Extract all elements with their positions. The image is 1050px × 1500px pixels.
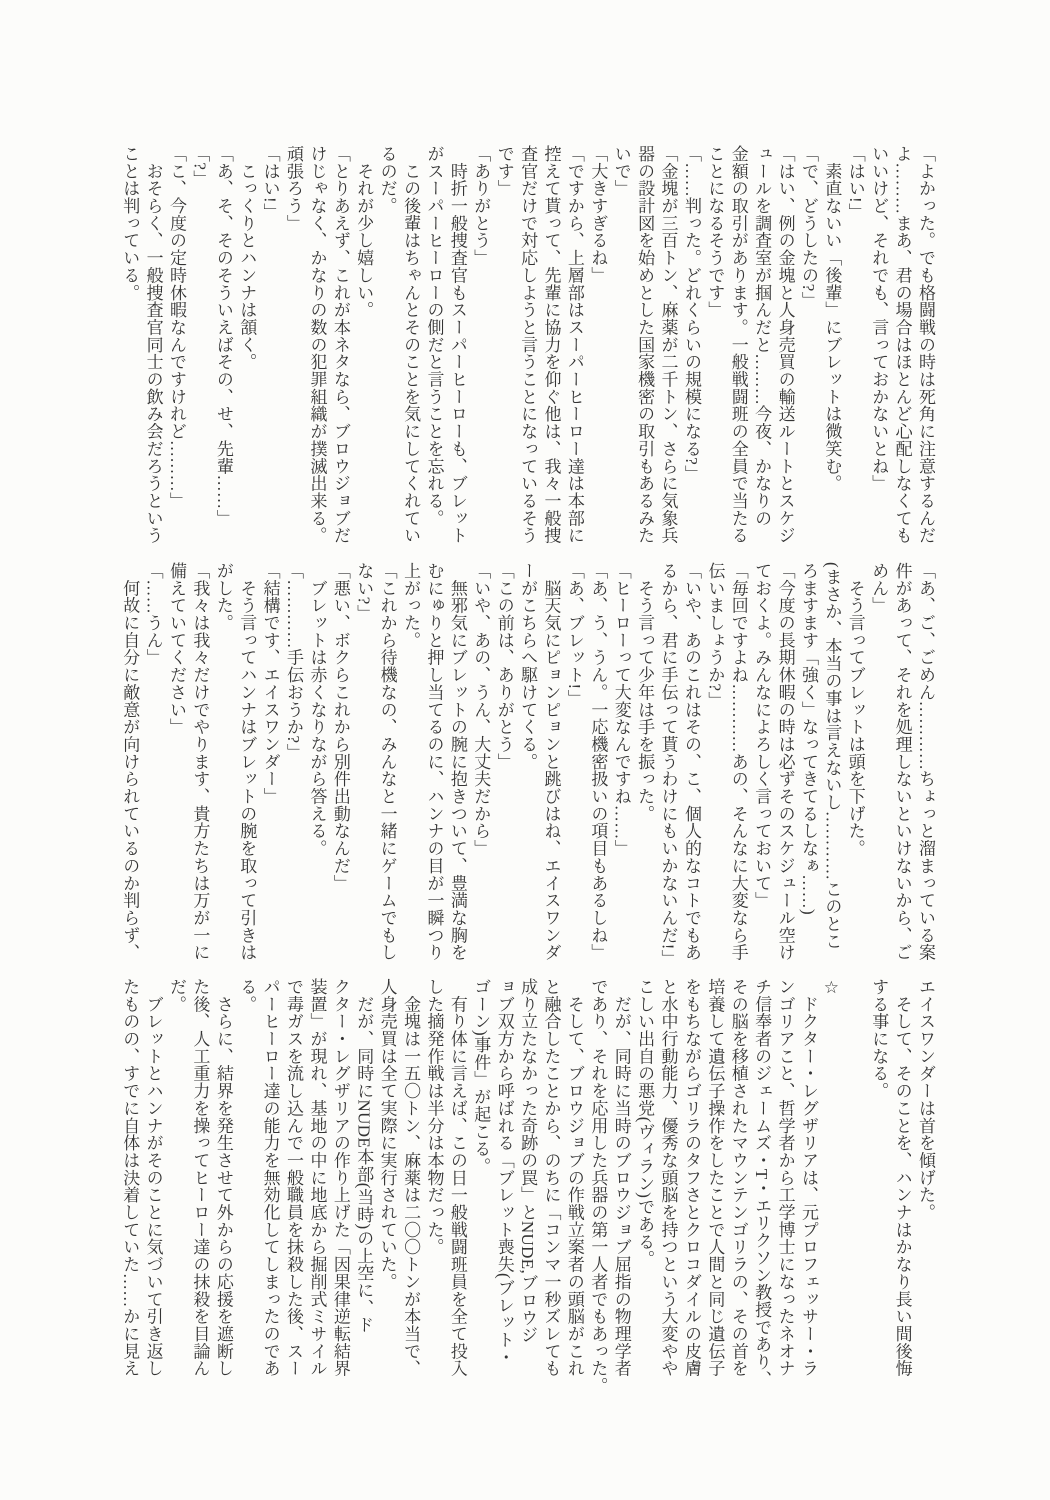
text-column: 「はい!」 bbox=[845, 145, 865, 221]
text-band-middle bbox=[118, 562, 937, 976]
text-column: その脳を移植されたマウンテンゴリラの、その首を bbox=[728, 978, 748, 1378]
text-column: さらに、結界を発生させて外からの応援を遮断し bbox=[213, 978, 233, 1378]
text-column: たものの、すでに自体は決着していた……かに見え bbox=[120, 978, 140, 1378]
text-column: 装置」が現れ、基地の中に地底から掘削式ミサイル bbox=[307, 978, 327, 1378]
text-column: 培養して遺伝子操作をしたことで人間と同じ遺伝子 bbox=[705, 978, 725, 1378]
text-column: 上がった。 bbox=[401, 562, 421, 649]
text-column: 「ですから、上層部はスーパーヒーロー達は本部に bbox=[564, 145, 584, 545]
text-column: 「ヒーローって大変なんですね……」 bbox=[611, 562, 631, 857]
text-column: いで」 bbox=[611, 145, 631, 198]
text-column: エイスワンダーは首を傾げた。 bbox=[916, 978, 935, 1221]
text-column: 「いや、あのこれはその、こ、個人的なコトでもあ bbox=[681, 562, 701, 962]
text-column: 「…………手伝おうか?」 bbox=[284, 562, 304, 761]
text-column: この後輩はちゃんとそのことを気にしてくれてい bbox=[401, 145, 421, 545]
text-column: だ。 bbox=[167, 978, 186, 1013]
text-column: クター・レグザリアの作り上げた「因果律逆転結界 bbox=[330, 978, 350, 1378]
text-column: 「よかった。でも格闘戦の時は死角に注意するんだ bbox=[916, 145, 935, 545]
text-column: する事になる。 bbox=[869, 978, 889, 1100]
text-column: 「あ、う、うん。一応機密扱いの項目もあるしね」 bbox=[588, 562, 608, 962]
text-column: 「いや、あの、うん、大丈夫だから」 bbox=[471, 562, 491, 857]
text-column: 頑張ろう」 bbox=[284, 145, 304, 232]
text-column: 「……判った。どれくらいの規模になる?」 bbox=[681, 145, 701, 483]
text-column: (まさか、本当の事は言えないし…………このとこ bbox=[822, 562, 842, 950]
text-column: パーヒーロー達の能力を無効化してしまったのであ bbox=[260, 978, 280, 1378]
text-column: むにゅりと押し当てるのに、ハンナの目が一瞬つり bbox=[424, 562, 444, 962]
text-column: 人身売買は全て実際に実行されていた。 bbox=[377, 978, 397, 1291]
text-column: ない?」 bbox=[354, 562, 374, 622]
text-column: そう言って少年は手を振った。 bbox=[635, 562, 655, 823]
text-column: た後、人工重力を操ってヒーロー達の抹殺を目論ん bbox=[190, 978, 210, 1378]
text-column: 脳天気にピョンピョンと跳びはね、エイスワンダ bbox=[541, 562, 561, 962]
text-column: 「これから待機なの、みんなと一緒にゲームでもし bbox=[377, 562, 397, 962]
text-column: 「はい!」 bbox=[260, 145, 280, 221]
text-column: ョブ双方から呼ばれる「ブレット喪失(ブレット・ bbox=[494, 978, 514, 1366]
text-column: こっくりとハンナは頷く。 bbox=[237, 145, 257, 371]
text-column: ドクター・レグザリアは、元プロフェッサー・ラ bbox=[798, 978, 818, 1378]
text-column: 「今度の長期休暇の時は必ずそのスケジュール空け bbox=[775, 562, 795, 962]
text-column: ブレットは赤くなりながら答える。 bbox=[307, 562, 327, 857]
text-column: 「あ、ブレット!」 bbox=[564, 562, 584, 707]
text-column: 金額の取引があります。一般戦闘班の全員で当たる bbox=[728, 145, 748, 545]
text-column: と水中行動能力、優秀な頭脳を持つという大変やや bbox=[658, 978, 678, 1378]
text-column: けじゃなく、かなりの数の犯罪組織が撲滅出来る。 bbox=[307, 145, 327, 545]
text-column: 「悪い、ボクらこれから別件出動なんだ」 bbox=[330, 562, 350, 892]
text-band-bottom bbox=[118, 978, 937, 1402]
text-column: そう言ってブレットは頭を下げた。 bbox=[845, 562, 865, 857]
text-column: 「あ、そ、そのそういえばその、せ、先輩……」 bbox=[213, 145, 233, 527]
text-column: そして、そのことを、ハンナはかなり長い間後悔 bbox=[892, 978, 912, 1378]
text-column: と融合したことから、のちに「コンマ一秒ズレても bbox=[541, 978, 561, 1378]
text-column: るから、君に手伝って貰うわけにもいかないんだ!」 bbox=[658, 562, 678, 968]
text-column: 「この前は、ありがとう」 bbox=[494, 562, 514, 771]
text-column: 器の設計図を始めとした国家機密の取引もあるみた bbox=[635, 145, 655, 545]
text-column: 有り体に言えば、この日一般戦闘班員を全て投入 bbox=[447, 978, 467, 1378]
text-column: こしい出自の悪党(ヴィラン)である。 bbox=[635, 978, 655, 1268]
text-column: 「結構です、エイスワンダー」 bbox=[260, 562, 280, 805]
text-column: そして、ブロウジョブの作戦立案者の頭脳がこれ bbox=[564, 978, 584, 1378]
text-column: 伝いましょうか?」 bbox=[705, 562, 725, 709]
text-column: 「大きすぎるね」 bbox=[588, 145, 608, 284]
text-column: めん」 bbox=[869, 562, 889, 615]
text-column: で毒ガスを流し込んで一般職員を抹殺した後、スー bbox=[284, 978, 304, 1378]
text-column: だが、同時にNUDE本部(当時)の上空に、ド bbox=[354, 978, 374, 1334]
text-column: チ信奉者のジェームズ・T・エリクソン教授であり、 bbox=[752, 978, 772, 1388]
text-column: ことになるそうです」 bbox=[705, 145, 725, 319]
text-column: 金塊は一五〇トン、麻薬は二〇〇トンが本当で、 bbox=[401, 978, 421, 1378]
text-column: 件があって、それを処理しないといけないから、ご bbox=[892, 562, 912, 962]
text-column: ☆ bbox=[822, 978, 842, 999]
text-column: 備えていてください」 bbox=[167, 562, 186, 736]
text-column: ことは判っている。 bbox=[120, 145, 140, 302]
text-column: ュールを調査室が掴んだと………今夜、かなりの bbox=[752, 145, 772, 527]
text-column: ておくよ。みんなによろしく言っておいて」 bbox=[752, 562, 772, 909]
text-column: した摘発作戦は半分は本物だった。 bbox=[424, 978, 444, 1256]
text-column: 何故に自分に敵意が向けられているのか判らず、 bbox=[120, 562, 140, 962]
text-column: です」 bbox=[494, 145, 514, 198]
text-column: ブレットとハンナがそのことに気づいて引き返し bbox=[143, 978, 163, 1378]
text-column: であり、それを応用した兵器の第一人者でもあった。 bbox=[588, 978, 608, 1395]
text-column: 「……うん」 bbox=[143, 562, 163, 667]
text-column: それが少し嬉しい。 bbox=[354, 145, 374, 319]
text-band-top bbox=[118, 145, 937, 559]
text-column: 査官だけで対応しようと言うことになっているそう bbox=[518, 145, 538, 545]
text-column: 「我々は我々だけでやります、貴方たちは万が一に bbox=[190, 562, 210, 962]
text-column: 時折一般捜査官もスーパーヒーローも、ブレット bbox=[447, 145, 467, 545]
text-column: いいけど、それでも、言っておかないとね」 bbox=[869, 145, 889, 492]
text-column: る。 bbox=[237, 978, 257, 1013]
text-column: ろますます「強く」なってきてるしなぁ……) bbox=[798, 562, 818, 916]
text-column: 「あ、ご、ごめん…………ちょっと溜まっている案 bbox=[916, 562, 935, 962]
text-column: よ………まあ、君の場合はほとんど心配しなくても bbox=[892, 145, 912, 545]
text-column: 素直ないい「後輩」にブレットは微笑む。 bbox=[822, 145, 842, 492]
text-column: 「はい、例の金塊と人身売買の輸送ルートとスケジ bbox=[775, 145, 795, 545]
text-column: 「とりあえず、これが本ネタなら、ブロウジョブだ bbox=[330, 145, 350, 545]
text-column: そう言ってハンナはブレットの腕を取って引きは bbox=[237, 562, 257, 962]
text-column: がスーパーヒーローの側だと言うことを忘れる。 bbox=[424, 145, 444, 527]
text-column: がした。 bbox=[213, 562, 233, 632]
text-column: 控えて貰って、先輩に協力を仰ぐ他は、我々一般捜 bbox=[541, 145, 561, 545]
text-column: るのだ。 bbox=[377, 145, 397, 215]
text-column: 「こ、今度の定時休暇なんですけれど………」 bbox=[167, 145, 186, 510]
text-column: 「で、どうしたの?」 bbox=[798, 145, 818, 310]
text-column: 無邪気にブレットの腕に抱きついて、豊満な胸を bbox=[447, 562, 467, 962]
text-column: 「毎回ですよね…………あの、そんなに大変なら手 bbox=[728, 562, 748, 962]
text-column: 「ありがとう」 bbox=[471, 145, 491, 267]
text-column: だが、同時に当時のブロウジョブ屈指の物理学者 bbox=[611, 978, 631, 1378]
text-column: 成り立たなかった奇跡の罠」とNUDE,ブロウジ bbox=[518, 978, 538, 1344]
text-column bbox=[843, 978, 866, 1402]
text-column: ーがこちらへ駆けてくる。 bbox=[518, 562, 538, 771]
text-column: 「?」 bbox=[190, 145, 210, 188]
text-column: 「金塊が三百トン、麻薬が二千トン、さらに気象兵 bbox=[658, 145, 678, 545]
text-column: ンゴリアこと、哲学者から工学博士になったネオナ bbox=[775, 978, 795, 1378]
text-column: おそらく、一般捜査官同士の飲み会だろうという bbox=[143, 145, 163, 545]
text-column: をもちながらゴリラのタフさとクロコダイルの皮膚 bbox=[681, 978, 701, 1378]
text-column: ゴーン)事件」が起こる。 bbox=[471, 978, 491, 1175]
